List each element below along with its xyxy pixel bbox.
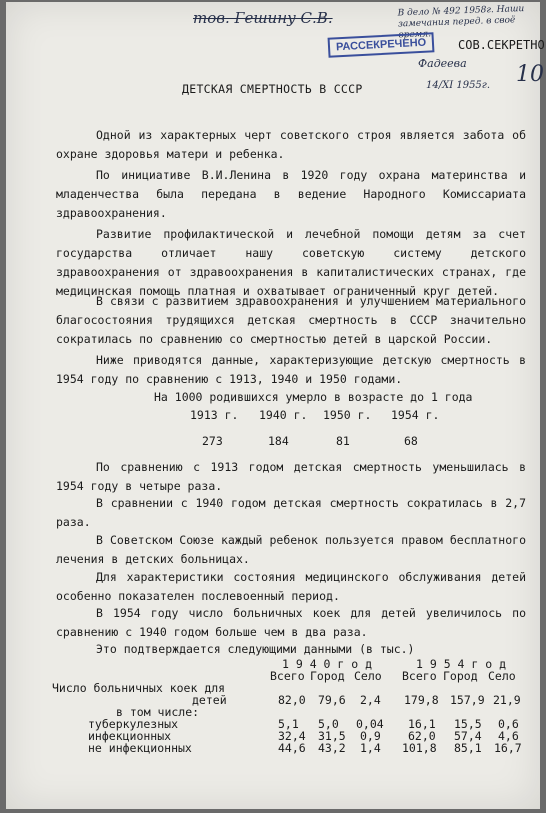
handwritten-date: 14/XI 1955г.: [426, 80, 491, 91]
col-header: Всего: [402, 669, 437, 683]
classification-mark: СОВ.СЕКРЕТНО: [458, 38, 545, 52]
table-row: [52, 681, 532, 693]
row-label: не инфекционных: [88, 741, 192, 755]
cell-value: 4,6: [498, 729, 519, 743]
paragraph: Это подтверждается следующими данными (в тыс.): [96, 642, 415, 656]
cell-value: 43,2: [318, 741, 346, 755]
col-header: Всего: [270, 669, 305, 683]
cell-value: 157,9: [450, 693, 485, 707]
paragraph: В 1954 году число больничных коек для детей увеличилось по сравнению с 1940 годом больше чем в два раза.: [56, 606, 526, 639]
cell-value: 85,1: [454, 741, 482, 755]
cell-value: 57,4: [454, 729, 482, 743]
table-year-header: [52, 657, 532, 669]
cell-value: 101,8: [402, 741, 437, 755]
cell-value: 15,5: [454, 717, 482, 731]
col-header: Село: [354, 669, 382, 683]
cell-value: 179,8: [404, 693, 439, 707]
cell-value: 0,6: [498, 717, 519, 731]
paragraph: Ниже приводятся данные, характеризующие детскую смертность в 1954 году по сравнению с 1913, 1940 и 1950 годами.: [56, 353, 526, 386]
mortality-year: 1954 г.: [391, 408, 440, 422]
paragraph: По инициативе В.И.Ленина в 1920 году охрана материнства и младенчества была передана в ведение Народного Комиссариата здравоохранения.: [56, 168, 526, 220]
paragraph: В связи с развитием здравоохранения и улучшением материального благосостояния трудящихся детская смертность в СССР значительно сократилась по сравнению со смертностью детей в царской России.: [56, 294, 526, 346]
row-label: инфекционных: [88, 729, 172, 743]
cell-value: 16,1: [408, 717, 436, 731]
paragraph: По сравнению с 1913 годом детская смертность уменьшилась в 1954 году в четыре раза.: [56, 460, 526, 493]
table-row: [52, 729, 532, 741]
table-row: [52, 693, 532, 705]
mortality-value: 81: [336, 434, 350, 448]
cell-value: 21,9: [493, 693, 521, 707]
cell-value: 32,4: [278, 729, 306, 743]
col-header: Город: [310, 669, 345, 683]
row-label: Число больничных коек для: [52, 681, 226, 695]
mortality-value: 273: [202, 434, 223, 448]
cell-value: 0,9: [360, 729, 381, 743]
cell-value: 79,6: [318, 693, 346, 707]
paragraph: Одной из характерных черт советского строя является забота об охране здоровья матери и ребенка.: [56, 128, 526, 161]
document-page: [6, 2, 545, 809]
table-subheader: [52, 669, 532, 681]
cell-value: 82,0: [278, 693, 306, 707]
paragraph: Для характеристики состояния медицинского обслуживания детей особенно показателен послевоенный период.: [56, 570, 526, 603]
paragraph: В Советском Союзе каждый ребенок пользуется правом бесплатного лечения в детских больницах.: [56, 533, 526, 566]
cell-value: 5,1: [278, 717, 299, 731]
cell-value: 0,04: [356, 717, 384, 731]
cell-value: 31,5: [318, 729, 346, 743]
mortality-year: 1913 г.: [190, 408, 239, 422]
col-header: Город: [443, 669, 478, 683]
cell-value: 16,7: [494, 741, 522, 755]
handwritten-addressee: тов. Гешину С.В.: [193, 9, 333, 27]
cell-value: 2,4: [360, 693, 381, 707]
handwritten-note: В дело № 492 1958г. Наши замечания перед. в своё время.: [397, 4, 525, 41]
mortality-value: 68: [404, 434, 418, 448]
handwritten-signature: Фадеева: [418, 57, 467, 70]
row-label: детей: [192, 693, 227, 707]
mortality-year: 1940 г.: [259, 408, 308, 422]
paragraph: В сравнении с 1940 годом детская смертность сократилась в 2,7 раза.: [56, 496, 526, 529]
year-header-1954: 1 9 5 4 г о д: [416, 657, 507, 671]
row-label: в том числе:: [116, 705, 200, 719]
row-label: туберкулезных: [88, 717, 179, 731]
mortality-value: 184: [268, 434, 289, 448]
table-row: [52, 717, 532, 729]
mortality-caption: На 1000 родившихся умерло в возрасте до 1 года: [154, 390, 473, 404]
paragraph: Развитие профилактической и лечебной помощи детям за счет государства отличает нашу советскую систему детского здравоохранения от здравоохранения в капиталистических странах, где медицинская помощь платная и охватывает ограниченный круг детей.: [56, 227, 526, 298]
table-row: [52, 705, 532, 717]
table-row: [52, 741, 532, 753]
cell-value: 62,0: [408, 729, 436, 743]
declassified-stamp: РАССЕКРЕЧЕНО: [328, 32, 435, 58]
col-header: Село: [488, 669, 516, 683]
cell-value: 1,4: [360, 741, 381, 755]
year-header-1940: 1 9 4 0 г о д: [282, 657, 373, 671]
page-number: 10: [516, 62, 544, 87]
document-title: ДЕТСКАЯ СМЕРТНОСТЬ В СССР: [182, 82, 363, 96]
cell-value: 44,6: [278, 741, 306, 755]
mortality-year: 1950 г.: [323, 408, 372, 422]
hospital-beds-table: [52, 657, 532, 753]
cell-value: 5,0: [318, 717, 339, 731]
